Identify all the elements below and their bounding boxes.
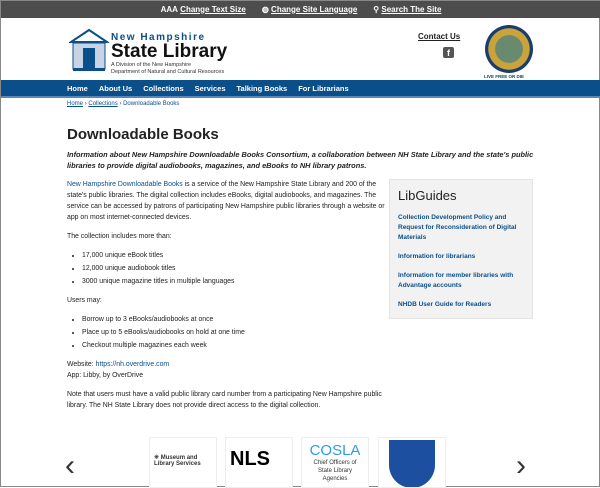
- nhdb-link[interactable]: New Hampshire Downloadable Books: [67, 181, 183, 188]
- list-item: • Borrow up to 3 eBooks/audiobooks at once: [82, 314, 387, 325]
- breadcrumb-current: Downloadable Books: [123, 101, 180, 107]
- brand-subtitle: [111, 62, 251, 76]
- page-title: Downloadable Books: [67, 126, 219, 143]
- breadcrumb-home[interactable]: Home: [67, 101, 84, 107]
- breadcrumb-collections[interactable]: Collections: [88, 101, 118, 107]
- website-label: Website:: [67, 361, 96, 368]
- chevron-right-icon: ›: [119, 101, 122, 107]
- seal-motto: LIVE FREE OR DIE: [484, 74, 525, 79]
- contact-us-link[interactable]: Contact Us: [418, 32, 461, 41]
- nav-home[interactable]: Home: [67, 83, 88, 93]
- text-size-icon: AAA: [160, 4, 178, 14]
- page-intro: Information about New Hampshire Downloadable Books Consortium, a collaboration between NH State Library and the state's public libraries to provide digital audiobooks, magazines, and eBooks to NH library patrons.: [67, 150, 534, 170]
- service-text: is a service of the New Hampshire State Library and 200 of the state's public libraries. The digital collection includes eBooks, digital audiobooks, and magazines. The service can be accessed by patrons of participating New Hampshire public libraries through a website or app on most internet-connected devices.: [67, 181, 385, 221]
- users-list: [82, 314, 387, 351]
- list-item: • Checkout multiple magazines each week: [82, 340, 387, 351]
- app-info: App: Libby, by OverDrive: [67, 372, 144, 379]
- list-item: • 17,000 unique eBook titles: [82, 250, 387, 261]
- chevron-right-icon: ›: [84, 101, 87, 107]
- text-size-label: Change Text Size: [180, 4, 246, 14]
- main-content: [67, 179, 387, 419]
- nav-about-us[interactable]: About Us: [98, 83, 133, 93]
- brand-line2: State Library: [111, 41, 228, 62]
- libguide-link[interactable]: NHDB User Guide for Readers: [398, 301, 492, 308]
- collection-list: [82, 250, 387, 287]
- libguides-box: [389, 179, 533, 319]
- language-label: Change Site Language: [271, 4, 358, 14]
- search-site-link[interactable]: [373, 5, 441, 15]
- note: Note that users must have a valid public library card number from a participating New Hampshire public library. The NH State Library does not provide direct access to the digital collection.: [67, 391, 382, 409]
- collection-intro: The collection includes more than:: [67, 233, 172, 240]
- overdrive-link[interactable]: https://nh.overdrive.com: [95, 361, 170, 368]
- libguide-link[interactable]: Information for librarians: [398, 253, 476, 260]
- main-nav: [1, 80, 600, 98]
- nav-talking-books[interactable]: Talking Books: [236, 83, 288, 93]
- brand-line1: New Hampshire: [111, 32, 206, 43]
- cosla-label: COSLA: [309, 442, 361, 459]
- change-text-size-link[interactable]: [161, 5, 246, 15]
- list-item: • 12,000 unique audiobook titles: [82, 263, 387, 274]
- search-icon: ⚲: [373, 4, 380, 14]
- partner-imls[interactable]: [149, 437, 217, 488]
- facebook-icon[interactable]: f: [443, 47, 454, 58]
- carousel-prev-arrow[interactable]: ‹: [65, 449, 75, 482]
- imls-burst-icon: ✳: [154, 455, 160, 461]
- users-may: Users may:: [67, 297, 102, 304]
- paragraph-service: [67, 179, 387, 223]
- search-label: Search The Site: [381, 4, 442, 14]
- nls-label: NLS: [230, 448, 270, 470]
- nav-collections[interactable]: Collections: [143, 83, 184, 93]
- brand-line3: A Division of the New Hampshire: [111, 62, 192, 68]
- libguides-title: LibGuides: [398, 188, 457, 203]
- nh-state-seal: [485, 25, 533, 73]
- fdlp-eagle-logo: [389, 440, 435, 488]
- list-item: • 3000 unique magazine titles in multiple languages: [82, 276, 387, 287]
- carousel-next-arrow[interactable]: ›: [516, 449, 526, 482]
- library-building-logo[interactable]: [69, 28, 109, 72]
- change-language-link[interactable]: [262, 5, 357, 15]
- cosla-subtitle: Chief Officers of State Library Agencies: [313, 460, 357, 482]
- nav-services[interactable]: Services: [194, 83, 226, 93]
- list-item: • Place up to 5 eBooks/audiobooks on hold at one time: [82, 327, 387, 338]
- partner-nls[interactable]: [225, 437, 293, 488]
- libguide-link[interactable]: Collection Development Policy and Request for Reconsideration of Digital Materials: [398, 214, 517, 241]
- globe-icon: ◍: [261, 4, 269, 14]
- website-info: [67, 359, 387, 381]
- libguide-link[interactable]: Information for member libraries with Advantage accounts: [398, 272, 514, 289]
- utility-bar: [1, 1, 600, 18]
- partner-cosla[interactable]: [301, 437, 369, 488]
- nav-for-librarians[interactable]: For Librarians: [298, 83, 349, 93]
- partner-fdlp[interactable]: [378, 437, 446, 488]
- breadcrumb: [67, 101, 179, 107]
- brand-line4: Department of Natural and Cultural Resources: [111, 69, 225, 75]
- imls-label: Museum and Library Services: [154, 455, 201, 467]
